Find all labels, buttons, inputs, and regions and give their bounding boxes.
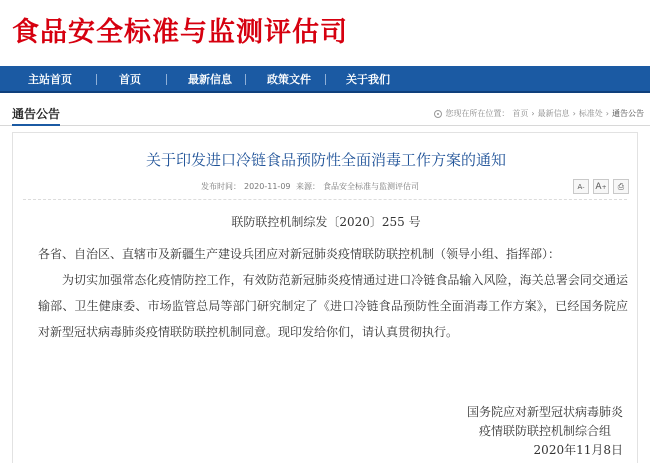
breadcrumb-separator: › bbox=[572, 109, 576, 118]
publish-date: 2020-11-09 bbox=[244, 182, 291, 191]
source-value: 食品安全标准与监测评估司 bbox=[323, 182, 420, 191]
nav-item-latest-info[interactable]: 最新信息 bbox=[188, 73, 232, 86]
signature-line-2: 疫情联防联控机制综合组 bbox=[478, 424, 611, 438]
breadcrumb-item-latest-info[interactable]: 最新信息 bbox=[537, 109, 570, 118]
breadcrumb-item-standards-dept[interactable]: 标准处 bbox=[578, 109, 603, 118]
breadcrumb-separator: › bbox=[531, 109, 535, 118]
main-nav bbox=[0, 66, 650, 93]
breadcrumb-item-current: 通告公告 bbox=[612, 109, 644, 118]
publish-label: 发布时间： bbox=[201, 182, 241, 191]
nav-item-about-us[interactable]: 关于我们 bbox=[346, 73, 390, 86]
breadcrumb-item-home[interactable]: 首页 bbox=[512, 109, 529, 118]
article-meta bbox=[201, 181, 422, 192]
signature-line-1: 国务院应对新型冠状病毒肺炎 bbox=[466, 405, 623, 419]
font-larger-button[interactable]: A+ bbox=[593, 179, 609, 194]
recipient-paragraph: 各省、自治区、直辖市及新疆生产建设兵团应对新冠肺炎疫情联防联控机制（领导小组、指挥部）： bbox=[38, 247, 561, 261]
section-bar bbox=[0, 102, 650, 126]
section-title: 通告公告 bbox=[12, 105, 60, 126]
nav-separator bbox=[166, 74, 167, 85]
font-smaller-button[interactable]: A- bbox=[573, 179, 589, 194]
source-label: 来源： bbox=[296, 182, 321, 191]
nav-separator bbox=[245, 74, 246, 85]
nav-item-policy-documents[interactable]: 政策文件 bbox=[267, 73, 311, 86]
site-header bbox=[0, 0, 650, 64]
print-button[interactable] bbox=[613, 179, 629, 194]
body-paragraph: 为切实加强常态化疫情防控工作，有效防范新冠肺炎疫情通过进口冷链食品输入风险，海关总署会同交通运输部、卫生健康委、市场监管总局等部门研究制定了《进口冷链食品预防性全面消毒工作方案》，已经国务院应对新型冠状病毒肺炎疫情联防联控机制同意。现印发给你们，请认真贯彻执行。 bbox=[38, 273, 628, 339]
article-tools bbox=[573, 179, 629, 194]
signature-date: 2020年11月8日 bbox=[533, 443, 623, 457]
article-title: 关于印发进口冷链食品预防性全面消毒工作方案的通知 bbox=[145, 151, 506, 169]
article-container bbox=[12, 132, 638, 463]
nav-item-home[interactable]: 首页 bbox=[119, 73, 141, 86]
nav-separator bbox=[325, 74, 326, 85]
site-title[interactable]: 食品安全标准与监测评估司 bbox=[12, 17, 348, 48]
meta-divider bbox=[23, 199, 627, 200]
breadcrumb-prefix: 您现在所在位置： bbox=[445, 109, 510, 118]
nav-separator bbox=[96, 74, 97, 85]
font-larger-icon: A bbox=[595, 182, 602, 192]
breadcrumb bbox=[434, 108, 644, 119]
font-smaller-icon: A bbox=[577, 183, 583, 191]
print-icon: ⎙ bbox=[617, 182, 625, 191]
document-number: 联防联控机制综发〔2020〕255 号 bbox=[231, 215, 421, 229]
signature-block bbox=[467, 403, 623, 460]
breadcrumb-separator: › bbox=[605, 109, 609, 118]
nav-item-main-site-home[interactable]: 主站首页 bbox=[28, 73, 72, 86]
location-icon bbox=[434, 110, 442, 118]
